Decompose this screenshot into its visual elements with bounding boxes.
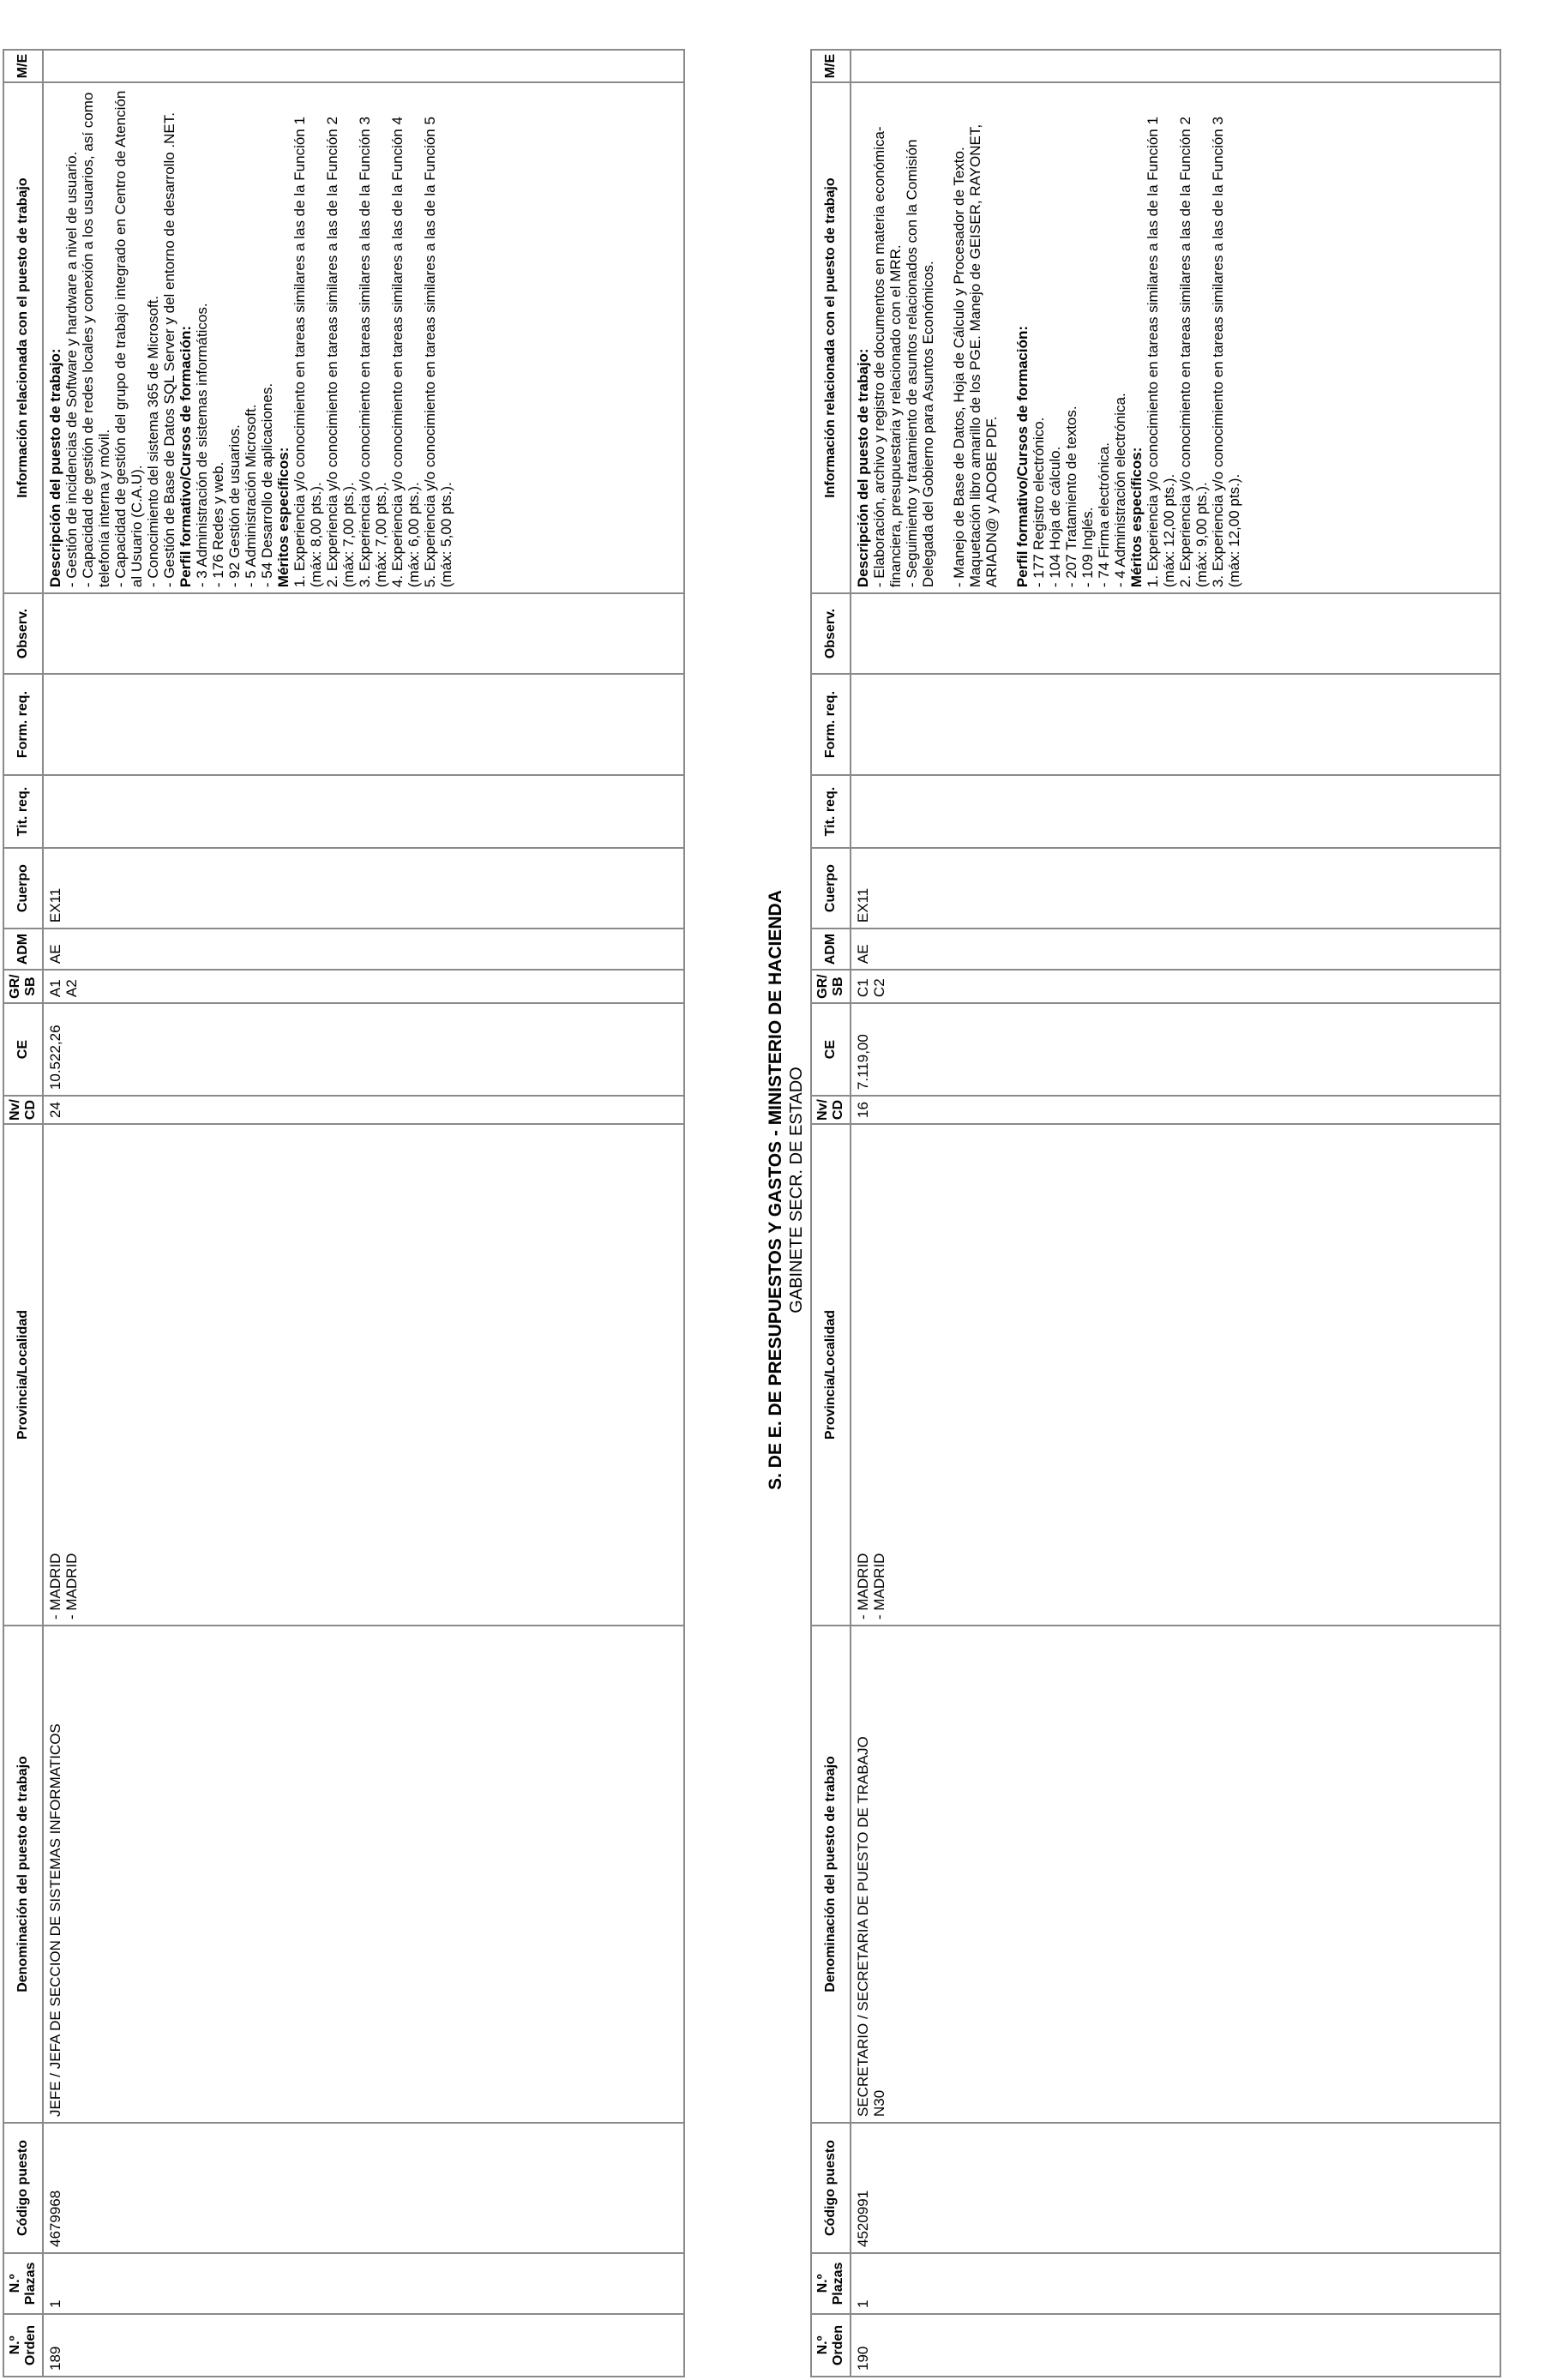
- desc-item: - Gestión de incidencias de Software y hardware a nivel de usuario.: [63, 151, 80, 588]
- cell-denominacion: [851, 1626, 1500, 2123]
- header-form: Form. req.: [3, 674, 43, 775]
- cell-codigo: 4520991: [851, 2123, 1500, 2253]
- localidad-line: - MADRID: [63, 1553, 80, 1620]
- cell-obs: [43, 593, 684, 674]
- cell-cuerpo: EX11: [851, 848, 1500, 929]
- cell-plazas: 1: [43, 2253, 684, 2314]
- header-obs: Observ.: [3, 593, 43, 674]
- cell-nv: 24: [43, 1096, 684, 1124]
- header-form: Form. req.: [811, 674, 851, 775]
- cell-tit: [851, 775, 1500, 848]
- header-provincia: Provincia/Localidad: [811, 1124, 851, 1626]
- perfil-item: - 54 Desarrollo de aplicaciones.: [259, 382, 275, 588]
- section-title: S. DE E. DE PRESUPUESTOS Y GASTOS - MINISTERIO DE HACIENDA: [766, 890, 785, 1490]
- merito-item: 4. Experiencia y/o conocimiento en tareas similares a las de la Función 4 (máx: 6,00 pts.).: [389, 117, 422, 588]
- header-plazas: N.º Plazas: [3, 2253, 43, 2314]
- header-provincia: Provincia/Localidad: [3, 1124, 43, 1626]
- header-row: [3, 50, 43, 2377]
- spacer: [936, 88, 951, 587]
- header-adm: ADM: [3, 929, 43, 970]
- header-gr-sb: [3, 970, 43, 1003]
- header-nv: Nv/: [815, 1099, 830, 1121]
- cell-plazas: 1: [851, 2253, 1500, 2314]
- gr-value: C1: [855, 978, 871, 998]
- header-cd: CD: [23, 1099, 38, 1121]
- perfil-item: - 109 Inglés.: [1079, 507, 1096, 588]
- cell-form: [851, 674, 1500, 775]
- spacer: [1000, 88, 1014, 587]
- header-info: Información relacionada con el puesto de trabajo: [811, 82, 851, 593]
- header-tit: Tit. req.: [3, 775, 43, 848]
- header-nv-cd: [3, 1096, 43, 1124]
- desc-item: - Capacidad de gestión del grupo de trabajo integrado en Centro de Atención al Usuario (C.A.U).: [112, 90, 145, 588]
- cell-ce: 10.522,26: [43, 1003, 684, 1096]
- cell-codigo: 4679968: [43, 2123, 684, 2253]
- denominacion-line: JEFE / JEFA DE SECCION DE SISTEMAS INFORMATICOS: [47, 1723, 63, 2117]
- perfil-item: - 74 Firma electrónica.: [1096, 442, 1112, 588]
- header-me: M/E: [3, 50, 43, 82]
- cell-info: [43, 82, 684, 593]
- perfil-title: Perfil formativo/Cursos de formación:: [1014, 325, 1031, 588]
- table-puesto-190: [810, 49, 1501, 2377]
- desc-item: - Elaboración, archivo y registro de documentos en materia económica-financiera, presupuestaria y relacionado con el MRR.: [871, 126, 904, 588]
- merito-item: 3. Experiencia y/o conocimiento en tareas similares a las de la Función 3 (máx: 12,00 pts.).: [1210, 117, 1242, 588]
- sb-value: A2: [63, 979, 80, 998]
- desc-title: Descripción del puesto de trabajo:: [855, 348, 871, 588]
- header-ce: CE: [811, 1003, 851, 1096]
- gr-value: A1: [47, 979, 63, 998]
- table-row: [43, 50, 684, 2377]
- merito-item: 1. Experiencia y/o conocimiento en tareas similares a las de la Función 1 (máx: 8,00 pts.).: [292, 117, 324, 588]
- provincia-line: - MADRID: [47, 1553, 63, 1620]
- header-codigo: Código puesto: [3, 2123, 43, 2253]
- cell-me: [851, 50, 1500, 82]
- header-cd: CD: [831, 1099, 845, 1121]
- header-obs: Observ.: [811, 593, 851, 674]
- perfil-item: - 176 Redes y web.: [210, 461, 226, 588]
- cell-provincia: [43, 1124, 684, 1626]
- perfil-item: - 5 Administración Microsoft.: [243, 404, 259, 588]
- meritos-title: Méritos específicos:: [275, 447, 292, 588]
- cell-gr-sb: [851, 970, 1500, 1003]
- cell-adm: AE: [851, 929, 1500, 970]
- header-adm: ADM: [811, 929, 851, 970]
- header-cuerpo: Cuerpo: [3, 848, 43, 929]
- header-denominacion: Denominación del puesto de trabajo: [3, 1626, 43, 2123]
- desc-item: - Manejo de Base de Datos, Hoja de Cálculo y Procesador de Texto. Maquetación libro amarillo de los PGE. Manejo de GEISER, RAYONET, ARIADN@ y ADOBE PDF.: [951, 123, 1000, 588]
- header-nv-cd: [811, 1096, 851, 1124]
- header-orden: N.º Orden: [3, 2314, 43, 2377]
- perfil-title: Perfil formativo/Cursos de formación:: [177, 325, 194, 588]
- desc-title: Descripción del puesto de trabajo:: [47, 348, 63, 588]
- header-me: M/E: [811, 50, 851, 82]
- perfil-item: - 92 Gestión de usuarios.: [226, 424, 243, 588]
- cell-info: [851, 82, 1500, 593]
- merito-item: 1. Experiencia y/o conocimiento en tareas similares a las de la Función 1 (máx: 12,00 pts.).: [1145, 117, 1177, 588]
- cell-form: [43, 674, 684, 775]
- perfil-item: - 207 Tratamiento de textos.: [1063, 406, 1079, 588]
- table-puesto-189: [3, 49, 685, 2377]
- cell-orden: 190: [851, 2314, 1500, 2377]
- perfil-item: - 104 Hoja de cálculo.: [1047, 446, 1063, 588]
- table-row: [851, 50, 1500, 2377]
- merito-item: 3. Experiencia y/o conocimiento en tareas similares a las de la Función 3 (máx: 7,00 pts.).: [357, 117, 389, 588]
- header-gr-sb: [811, 970, 851, 1003]
- localidad-line: - MADRID: [871, 1553, 887, 1620]
- header-denominacion: Denominación del puesto de trabajo: [811, 1626, 851, 2123]
- cell-nv: 16: [851, 1096, 1500, 1124]
- cell-provincia: [851, 1124, 1500, 1626]
- cell-gr-sb: [43, 970, 684, 1003]
- cell-tit: [43, 775, 684, 848]
- header-tit: Tit. req.: [811, 775, 851, 848]
- cell-adm: AE: [43, 929, 684, 970]
- merito-item: 2. Experiencia y/o conocimiento en tareas similares a las de la Función 2 (máx: 7,00 pts.).: [324, 117, 357, 588]
- desc-item: - Conocimiento del sistema 365 de Microsoft.: [145, 295, 161, 588]
- header-sb: SB: [23, 977, 38, 996]
- perfil-item: - 4 Administración electrónica.: [1112, 393, 1128, 588]
- perfil-item: - 177 Registro electrónico.: [1031, 417, 1047, 588]
- cell-cuerpo: EX11: [43, 848, 684, 929]
- header-ce: CE: [3, 1003, 43, 1096]
- header-gr: GR/: [8, 974, 22, 999]
- denominacion-line: N30: [871, 2089, 887, 2117]
- section-subtitle: GABINETE SECR. DE ESTADO: [787, 1067, 806, 1313]
- meritos-title: Méritos específicos:: [1128, 447, 1145, 588]
- merito-item: 5. Experiencia y/o conocimiento en tareas similares a las de la Función 5 (máx: 5,00 pts.).: [422, 117, 454, 588]
- perfil-item: - 3 Administración de sistemas informáticos.: [194, 303, 210, 588]
- desc-item: - Seguimiento y tratamiento de asuntos relacionados con la Comisión Delegada del Gobierno para Asuntos Económicos.: [904, 139, 936, 588]
- sb-value: C2: [871, 978, 887, 998]
- merito-item: 2. Experiencia y/o conocimiento en tareas similares a las de la Función 2 (máx: 9,00 pts.).: [1177, 117, 1210, 588]
- header-orden: N.º Orden: [811, 2314, 851, 2377]
- desc-item: - Capacidad de gestión de redes locales y conexión a los usuarios, así como telefonía interna y móvil.: [80, 92, 112, 588]
- cell-obs: [851, 593, 1500, 674]
- header-info: Información relacionada con el puesto de trabajo: [3, 82, 43, 593]
- denominacion-line: SECRETARIO / SECRETARIA DE PUESTO DE TRABAJO: [855, 1736, 871, 2117]
- header-row: [811, 50, 851, 2377]
- cell-denominacion: [43, 1626, 684, 2123]
- cell-me: [43, 50, 684, 82]
- provincia-line: - MADRID: [855, 1553, 871, 1620]
- header-nv: Nv/: [8, 1099, 22, 1121]
- cell-orden: 189: [43, 2314, 684, 2377]
- desc-item: - Gestión de Base de Datos SQL Server y del entorno de desarrollo .NET.: [161, 112, 177, 588]
- header-plazas: N.º Plazas: [811, 2253, 851, 2314]
- cell-ce: 7.119,00: [851, 1003, 1500, 1096]
- header-codigo: Código puesto: [811, 2123, 851, 2253]
- header-gr: GR/: [815, 974, 830, 999]
- header-cuerpo: Cuerpo: [811, 848, 851, 929]
- header-sb: SB: [831, 977, 845, 996]
